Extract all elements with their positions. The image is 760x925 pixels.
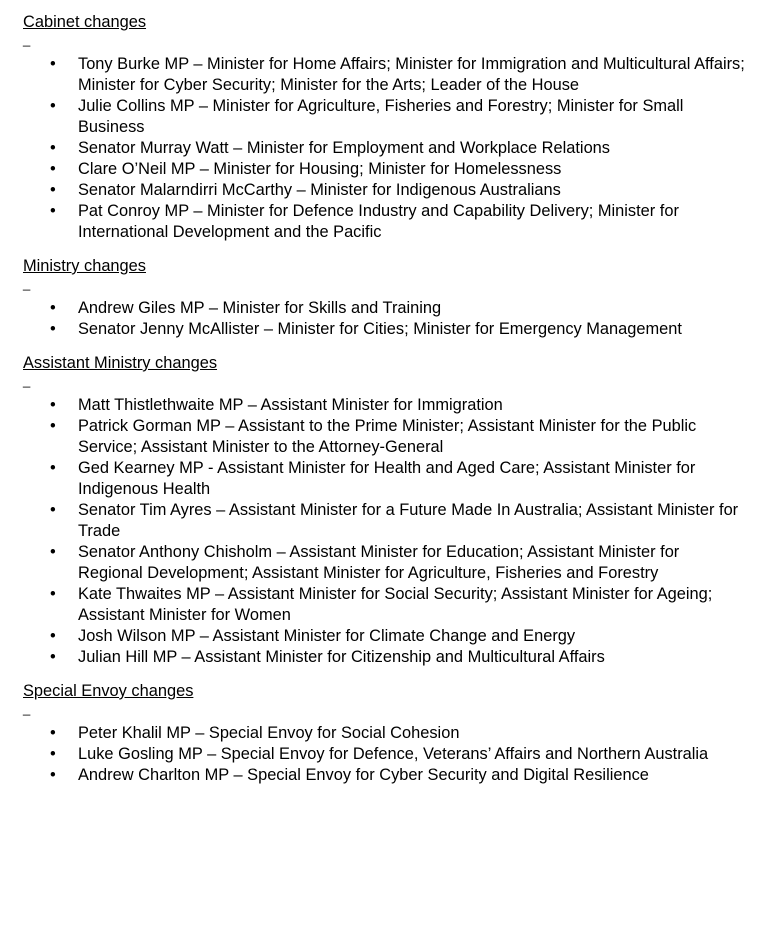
list-item [23, 416, 748, 458]
list-item-text: Ged Kearney MP - Assistant Minister for Health and Aged Care; Assistant Minister for Indigenous Health [78, 459, 696, 498]
bullet-list [23, 54, 760, 243]
list-item [23, 584, 748, 626]
bullet-icon: • [50, 459, 56, 477]
section-heading: Ministry changes [23, 257, 146, 275]
list-item-text: Julian Hill MP – Assistant Minister for Citizenship and Multicultural Affairs [78, 648, 605, 666]
list-item-text: Senator Jenny McAllister – Minister for Cities; Minister for Emergency Management [78, 320, 682, 338]
list-item-text: Tony Burke MP – Minister for Home Affairs; Minister for Immigration and Multicultural Affairs; Minister for Cyber Security; Minister for the Arts; Leader of the House [78, 55, 745, 94]
list-item [23, 744, 748, 765]
bullet-list [23, 395, 760, 668]
section-heading: Cabinet changes [23, 13, 147, 31]
section-heading: Assistant Ministry changes [23, 354, 218, 372]
bullet-icon: • [50, 745, 56, 763]
list-item [23, 458, 748, 500]
bullet-icon: • [50, 417, 56, 435]
list-item-text: Senator Murray Watt – Minister for Employment and Workplace Relations [78, 139, 610, 157]
bullet-icon: • [50, 97, 56, 115]
list-item-text: Senator Tim Ayres – Assistant Minister for a Future Made In Australia; Assistant Minister for Trade [78, 501, 739, 540]
list-item-text: Patrick Gorman MP – Assistant to the Prime Minister; Assistant Minister for the Public Service; Assistant Minister to the Attorney-General [78, 417, 697, 456]
list-item [23, 159, 748, 180]
bullet-icon: • [50, 501, 56, 519]
bullet-icon: • [50, 299, 56, 317]
section-assistant-ministry-changes [23, 353, 760, 668]
list-item-text: Julie Collins MP – Minister for Agriculture, Fisheries and Forestry; Minister for Small Business [78, 97, 684, 136]
bullet-icon: • [50, 181, 56, 199]
list-item [23, 500, 748, 542]
list-item-text: Matt Thistlethwaite MP – Assistant Minister for Immigration [78, 396, 503, 414]
bullet-list [23, 298, 760, 340]
section-heading: Special Envoy changes [23, 682, 194, 700]
list-item-text: Josh Wilson MP – Assistant Minister for Climate Change and Energy [78, 627, 576, 645]
bullet-icon: • [50, 202, 56, 220]
section-marker: _ [23, 701, 31, 716]
section-marker: _ [23, 32, 31, 47]
list-item [23, 395, 748, 416]
bullet-icon: • [50, 585, 56, 603]
bullet-list [23, 723, 760, 786]
list-item-text: Senator Malarndirri McCarthy – Minister for Indigenous Australians [78, 181, 561, 199]
section-special-envoy-changes [23, 681, 760, 786]
list-item-text: Senator Anthony Chisholm – Assistant Minister for Education; Assistant Minister for Regional Development; Assistant Minister for Agriculture, Fisheries and Forestry [78, 543, 680, 582]
bullet-icon: • [50, 396, 56, 414]
bullet-icon: • [50, 766, 56, 784]
list-item [23, 626, 748, 647]
list-item-text: Luke Gosling MP – Special Envoy for Defence, Veterans’ Affairs and Northern Australia [78, 745, 709, 763]
list-item-text: Peter Khalil MP – Special Envoy for Social Cohesion [78, 724, 460, 742]
list-item [23, 647, 748, 668]
list-item [23, 180, 748, 201]
list-item [23, 319, 748, 340]
list-item-text: Pat Conroy MP – Minister for Defence Industry and Capability Delivery; Minister for International Development and the Pacific [78, 202, 679, 241]
list-item-text: Clare O’Neil MP – Minister for Housing; Minister for Homelessness [78, 160, 562, 178]
bullet-icon: • [50, 320, 56, 338]
list-item-text: Andrew Giles MP – Minister for Skills and Training [78, 299, 442, 317]
list-item [23, 54, 748, 96]
section-marker: _ [23, 373, 31, 388]
bullet-icon: • [50, 627, 56, 645]
bullet-icon: • [50, 724, 56, 742]
bullet-icon: • [50, 160, 56, 178]
section-ministry-changes [23, 256, 760, 340]
bullet-icon: • [50, 55, 56, 73]
list-item-text: Kate Thwaites MP – Assistant Minister for Social Security; Assistant Minister for Ageing; Assistant Minister for Women [78, 585, 713, 624]
bullet-icon: • [50, 648, 56, 666]
bullet-icon: • [50, 139, 56, 157]
list-item-text: Andrew Charlton MP – Special Envoy for Cyber Security and Digital Resilience [78, 766, 649, 784]
section-marker: _ [23, 276, 31, 291]
list-item [23, 723, 748, 744]
list-item [23, 96, 748, 138]
list-item [23, 542, 748, 584]
list-item [23, 201, 748, 243]
section-cabinet-changes [23, 12, 760, 243]
list-item [23, 765, 748, 786]
bullet-icon: • [50, 543, 56, 561]
list-item [23, 298, 748, 319]
list-item [23, 138, 748, 159]
